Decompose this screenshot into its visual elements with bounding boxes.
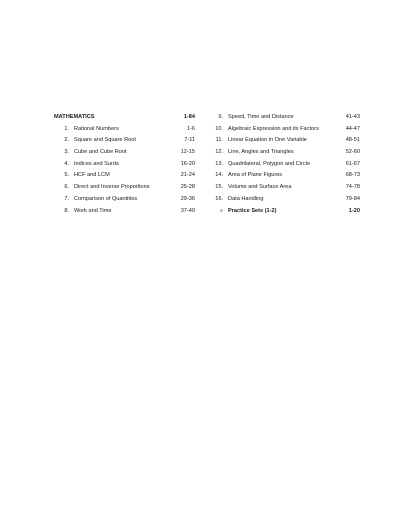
- toc-entry: [50, 170, 195, 182]
- entry-pages: 68-73: [345, 172, 360, 179]
- entry-number: 3.: [64, 149, 69, 156]
- toc-entry: [50, 159, 195, 171]
- entry-title: Area of Plane Figures: [228, 172, 283, 179]
- toc-entry: [204, 147, 360, 159]
- entry-number: 14.: [215, 172, 223, 179]
- entry-number: 4.: [64, 160, 69, 167]
- toc-entry: [204, 159, 360, 171]
- toc-column-right: [204, 112, 360, 217]
- entry-number: 11.: [215, 137, 223, 144]
- toc-entry: [50, 194, 195, 206]
- entry-title: Line, Angles and Triangles: [228, 149, 294, 156]
- entry-number: 16.: [215, 195, 223, 202]
- toc-entry: [50, 206, 195, 218]
- entry-number: 8.: [64, 207, 69, 214]
- entry-title: Speed, Time and Distance: [228, 114, 294, 120]
- entry-title: HCF and LCM: [74, 172, 110, 179]
- toc-section-heading: [50, 112, 195, 124]
- entry-pages: 7-11: [184, 137, 195, 144]
- entry-pages: 44-47: [345, 125, 360, 132]
- toc-entry: [204, 135, 360, 147]
- entry-pages: 1-20: [348, 207, 360, 214]
- entry-number: 7.: [64, 195, 69, 202]
- entry-pages: 16-20: [180, 160, 195, 167]
- entry-title: Indices and Surds: [74, 160, 119, 167]
- entry-title: Rational Numbers: [74, 125, 119, 132]
- toc-entry: [50, 147, 195, 159]
- entry-pages: 21-24: [180, 172, 195, 179]
- toc-entry: [204, 170, 360, 182]
- toc-column-left: [50, 112, 195, 217]
- entry-title: Volume and Surface Area: [228, 184, 292, 191]
- entry-pages: 41-43: [345, 114, 360, 120]
- entry-number: 10.: [215, 125, 223, 132]
- entry-pages: 79-84: [345, 195, 360, 202]
- toc-entry: [204, 112, 360, 124]
- entry-number: 13.: [215, 160, 223, 167]
- toc-entry: [50, 135, 195, 147]
- toc-entry: [50, 124, 195, 136]
- entry-number: 6.: [64, 184, 69, 191]
- entry-number: 5.: [64, 172, 69, 179]
- entry-title: Comparison of Quantities: [74, 195, 138, 202]
- entry-title: Data Handling: [228, 195, 264, 202]
- toc-entry: [50, 182, 195, 194]
- section-title: MATHEMATICS: [54, 114, 95, 120]
- entry-pages: 74-78: [345, 184, 360, 191]
- entry-pages: 1-6: [186, 125, 195, 132]
- toc-entry: [204, 124, 360, 136]
- entry-pages: 25-28: [180, 184, 195, 191]
- entry-pages: 12-15: [180, 149, 195, 156]
- entry-pages: 61-67: [345, 160, 360, 167]
- entry-title: Work and Time: [74, 207, 112, 214]
- entry-title: Linear Equation in One Variable: [228, 137, 307, 144]
- entry-pages: 48-51: [345, 137, 360, 144]
- toc-entry: [204, 194, 360, 206]
- toc-entry: [204, 182, 360, 194]
- entry-title: Quadrilateral, Polygon and Circle: [228, 160, 311, 167]
- entry-title: Practice Sets (1-2): [228, 207, 277, 214]
- toc-entry-practice-sets: [204, 206, 360, 218]
- entry-title: Direct and Inverse Proportions: [74, 184, 150, 191]
- entry-title: Algebraic Expression and its Factors: [228, 125, 319, 132]
- section-pages: 1-84: [183, 114, 195, 120]
- entry-pages: 37-40: [180, 207, 195, 214]
- entry-title: Square and Square Root: [74, 137, 136, 144]
- entry-number: 2.: [64, 137, 69, 144]
- entry-number: 12.: [215, 149, 223, 156]
- table-of-contents: [50, 112, 360, 217]
- entry-title: Cube and Cube Root: [74, 149, 127, 156]
- entry-number: 9.: [218, 114, 223, 120]
- entry-number: 1.: [64, 125, 69, 132]
- entry-pages: 52-60: [345, 149, 360, 156]
- entry-pages: 29-36: [180, 195, 195, 202]
- entry-number: 15.: [215, 184, 223, 191]
- bullet-marker: »: [219, 207, 223, 214]
